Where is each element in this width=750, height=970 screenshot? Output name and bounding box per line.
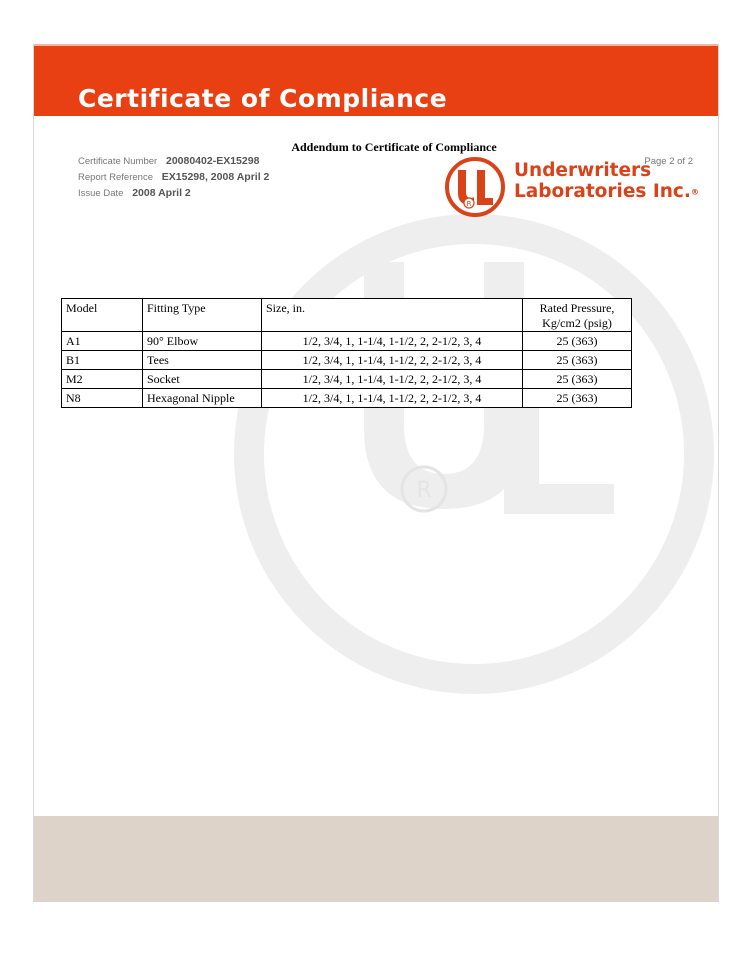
cell-fitting-type: Tees <box>143 351 262 370</box>
cell-rated: 25 (363) <box>523 370 632 389</box>
certificate-number-row <box>78 155 269 171</box>
ul-company-name <box>514 160 699 203</box>
cell-size: 1/2, 3/4, 1, 1-1/4, 1-1/2, 2, 2-1/2, 3, 4 <box>262 351 523 370</box>
certificate-meta <box>78 155 269 203</box>
col-model: Model <box>62 299 143 332</box>
certificate-page <box>33 44 719 902</box>
cell-model: A1 <box>62 332 143 351</box>
col-rated-pressure <box>523 299 632 332</box>
table-row <box>62 332 632 351</box>
cell-rated: 25 (363) <box>523 389 632 408</box>
cell-size: 1/2, 3/4, 1, 1-1/4, 1-1/2, 2, 2-1/2, 3, 4 <box>262 370 523 389</box>
ul-name-line2-wrap <box>514 181 699 203</box>
report-reference-label: Report Reference <box>78 172 153 183</box>
col-size: Size, in. <box>262 299 523 332</box>
cell-model: B1 <box>62 351 143 370</box>
cell-fitting-type: Hexagonal Nipple <box>143 389 262 408</box>
rated-pressure-line1: Rated Pressure, <box>539 301 615 315</box>
addendum-title: Addendum to Certificate of Compliance <box>291 140 497 154</box>
certificate-number-label: Certificate Number <box>78 156 158 167</box>
report-reference-value: EX15298, 2008 April 2 <box>161 171 270 183</box>
col-fitting-type: Fitting Type <box>143 299 262 332</box>
certificate-number-value: 20080402-EX15298 <box>165 155 260 167</box>
cell-size: 1/2, 3/4, 1, 1-1/4, 1-1/2, 2, 2-1/2, 3, 4 <box>262 332 523 351</box>
table-header-row <box>62 299 632 332</box>
ul-logo-icon <box>444 156 506 218</box>
page-number: Page 2 of 2 <box>644 156 693 167</box>
page-title: Certificate of Compliance <box>78 84 448 113</box>
cell-model: N8 <box>62 389 143 408</box>
cell-size: 1/2, 3/4, 1, 1-1/4, 1-1/2, 2, 2-1/2, 3, 4 <box>262 389 523 408</box>
issue-date-value: 2008 April 2 <box>132 187 191 199</box>
issue-date-label: Issue Date <box>78 188 124 199</box>
table-row <box>62 351 632 370</box>
cell-fitting-type: 90° Elbow <box>143 332 262 351</box>
footer-band <box>34 816 718 902</box>
table-row <box>62 389 632 408</box>
rated-pressure-line2: Kg/cm2 (psig) <box>542 316 612 330</box>
table-row <box>62 370 632 389</box>
fittings-table <box>61 298 632 408</box>
ul-registered-mark: ® <box>690 187 699 197</box>
cell-model: M2 <box>62 370 143 389</box>
svg-text:R: R <box>466 200 472 208</box>
svg-text:R: R <box>416 478 432 503</box>
cell-rated: 25 (363) <box>523 351 632 370</box>
cell-rated: 25 (363) <box>523 332 632 351</box>
header-band <box>34 44 718 116</box>
cell-fitting-type: Socket <box>143 370 262 389</box>
issue-date-row <box>78 187 269 203</box>
report-reference-row <box>78 171 269 187</box>
ul-name-line1: Underwriters <box>514 160 652 181</box>
ul-name-line2: Laboratories Inc. <box>514 181 691 202</box>
